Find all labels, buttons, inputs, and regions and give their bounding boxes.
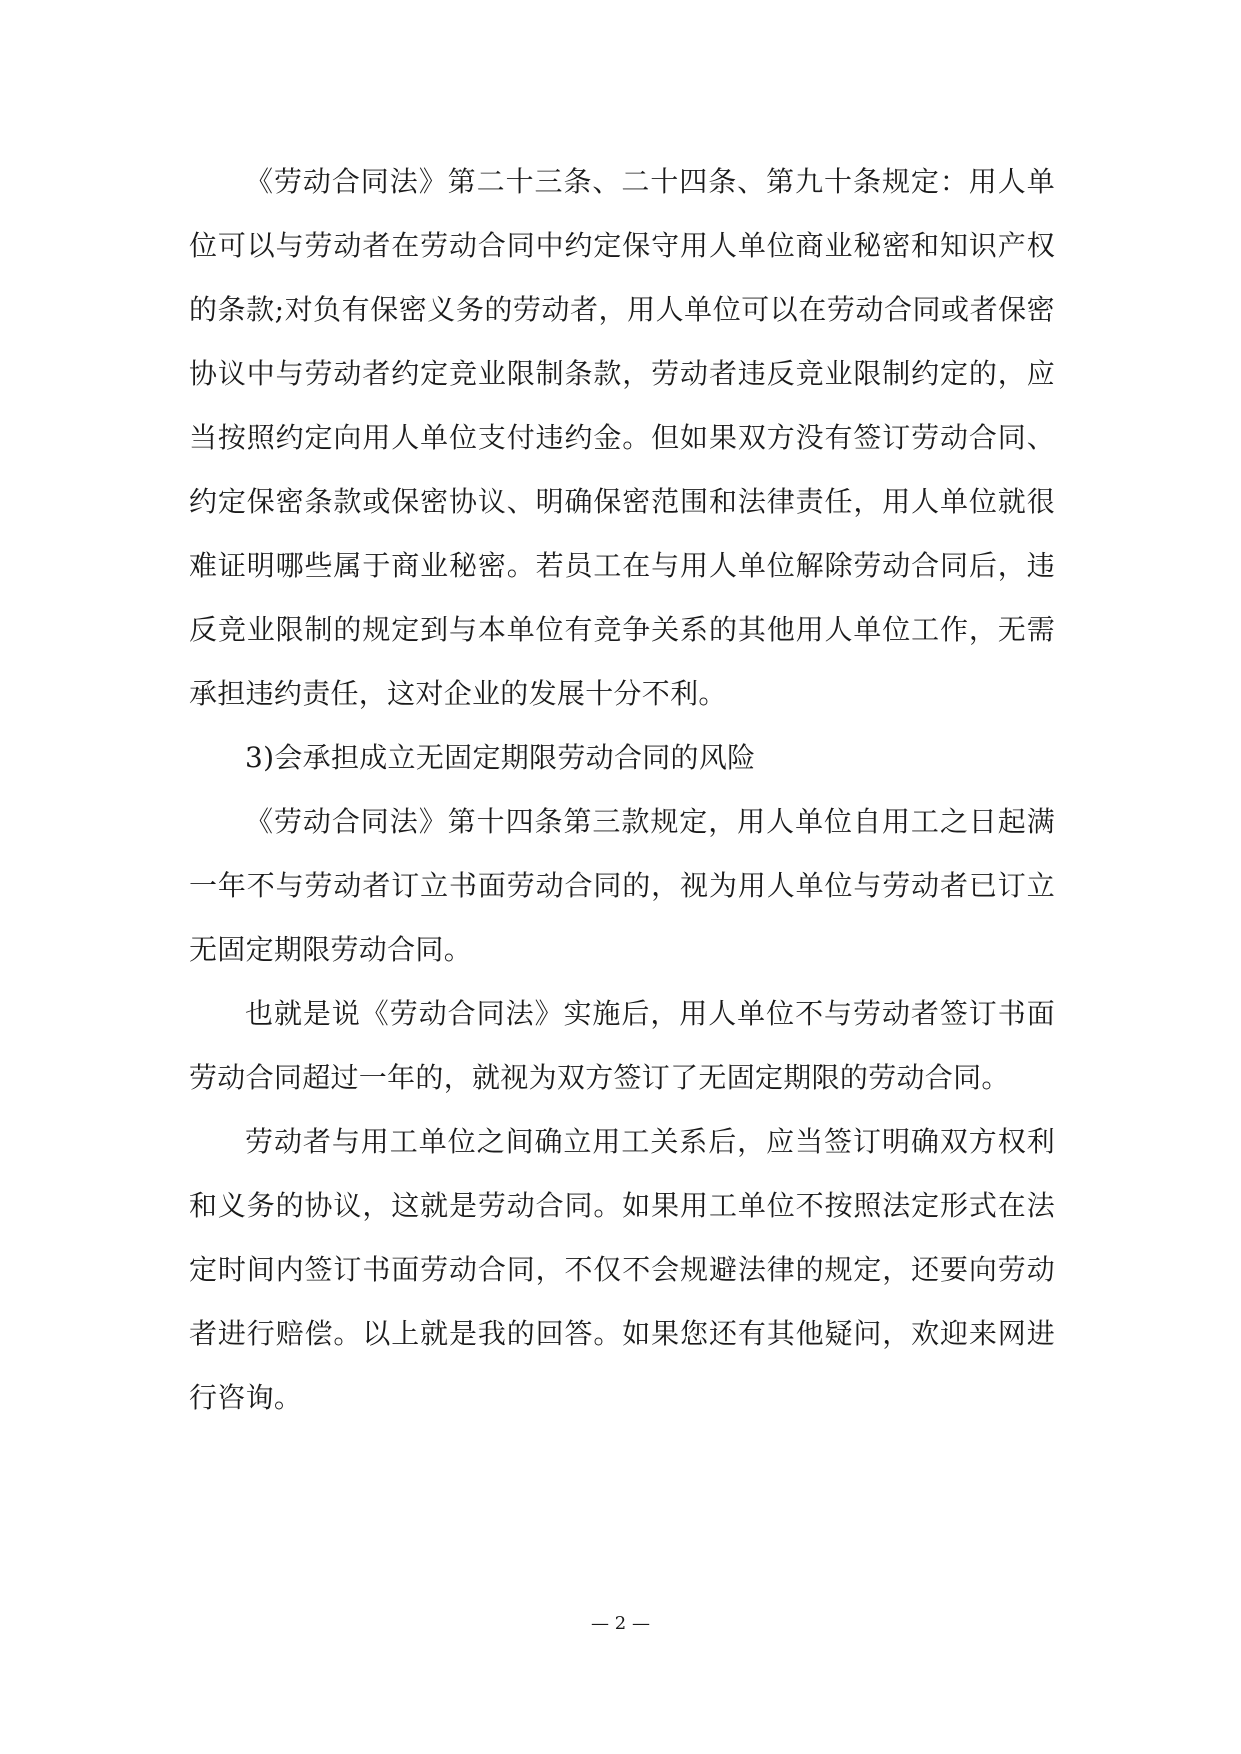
paragraph-interpretation: 也就是说《劳动合同法》实施后，用人单位不与劳动者签订书面劳动合同超过一年的，就视为双方签订了无固定期限的劳动合同。 (189, 997, 1055, 1094)
section-heading-open-ended-contract-risk: 3)会承担成立无固定期限劳动合同的风险 (245, 741, 756, 774)
paragraph-conclusion: 劳动者与用工单位之间确立用工关系后，应当签订明确双方权利和义务的协议，这就是劳动合同。如果用工单位不按照法定形式在法定时间内签订书面劳动合同，不仅不会规避法律的规定，还要向劳动者进行赔偿。以上就是我的回答。如果您还有其他疑问，欢迎来网进行咨询。 (189, 1125, 1055, 1414)
paragraph-confidentiality: 《劳动合同法》第二十三条、二十四条、第九十条规定：用人单位可以与劳动者在劳动合同中约定保守用人单位商业秘密和知识产权的条款;对负有保密义务的劳动者，用人单位可以在劳动合同或者保密协议中与劳动者约定竞业限制条款，劳动者违反竞业限制约定的，应当按照约定向用人单位支付违约金。但如果双方没有签订劳动合同、约定保密条款或保密协议、明确保密范围和法律责任，用人单位就很难证明哪些属于商业秘密。若员工在与用人单位解除劳动合同后，违反竞业限制的规定到与本单位有竞争关系的其他用人单位工作，无需承担违约责任，这对企业的发展十分不利。 (189, 165, 1055, 710)
paragraph-article-14: 《劳动合同法》第十四条第三款规定，用人单位自用工之日起满一年不与劳动者订立书面劳动合同的，视为用人单位与劳动者已订立无固定期限劳动合同。 (189, 805, 1055, 966)
document-body (189, 150, 1055, 1430)
page-number: — 2 — (591, 1613, 650, 1634)
